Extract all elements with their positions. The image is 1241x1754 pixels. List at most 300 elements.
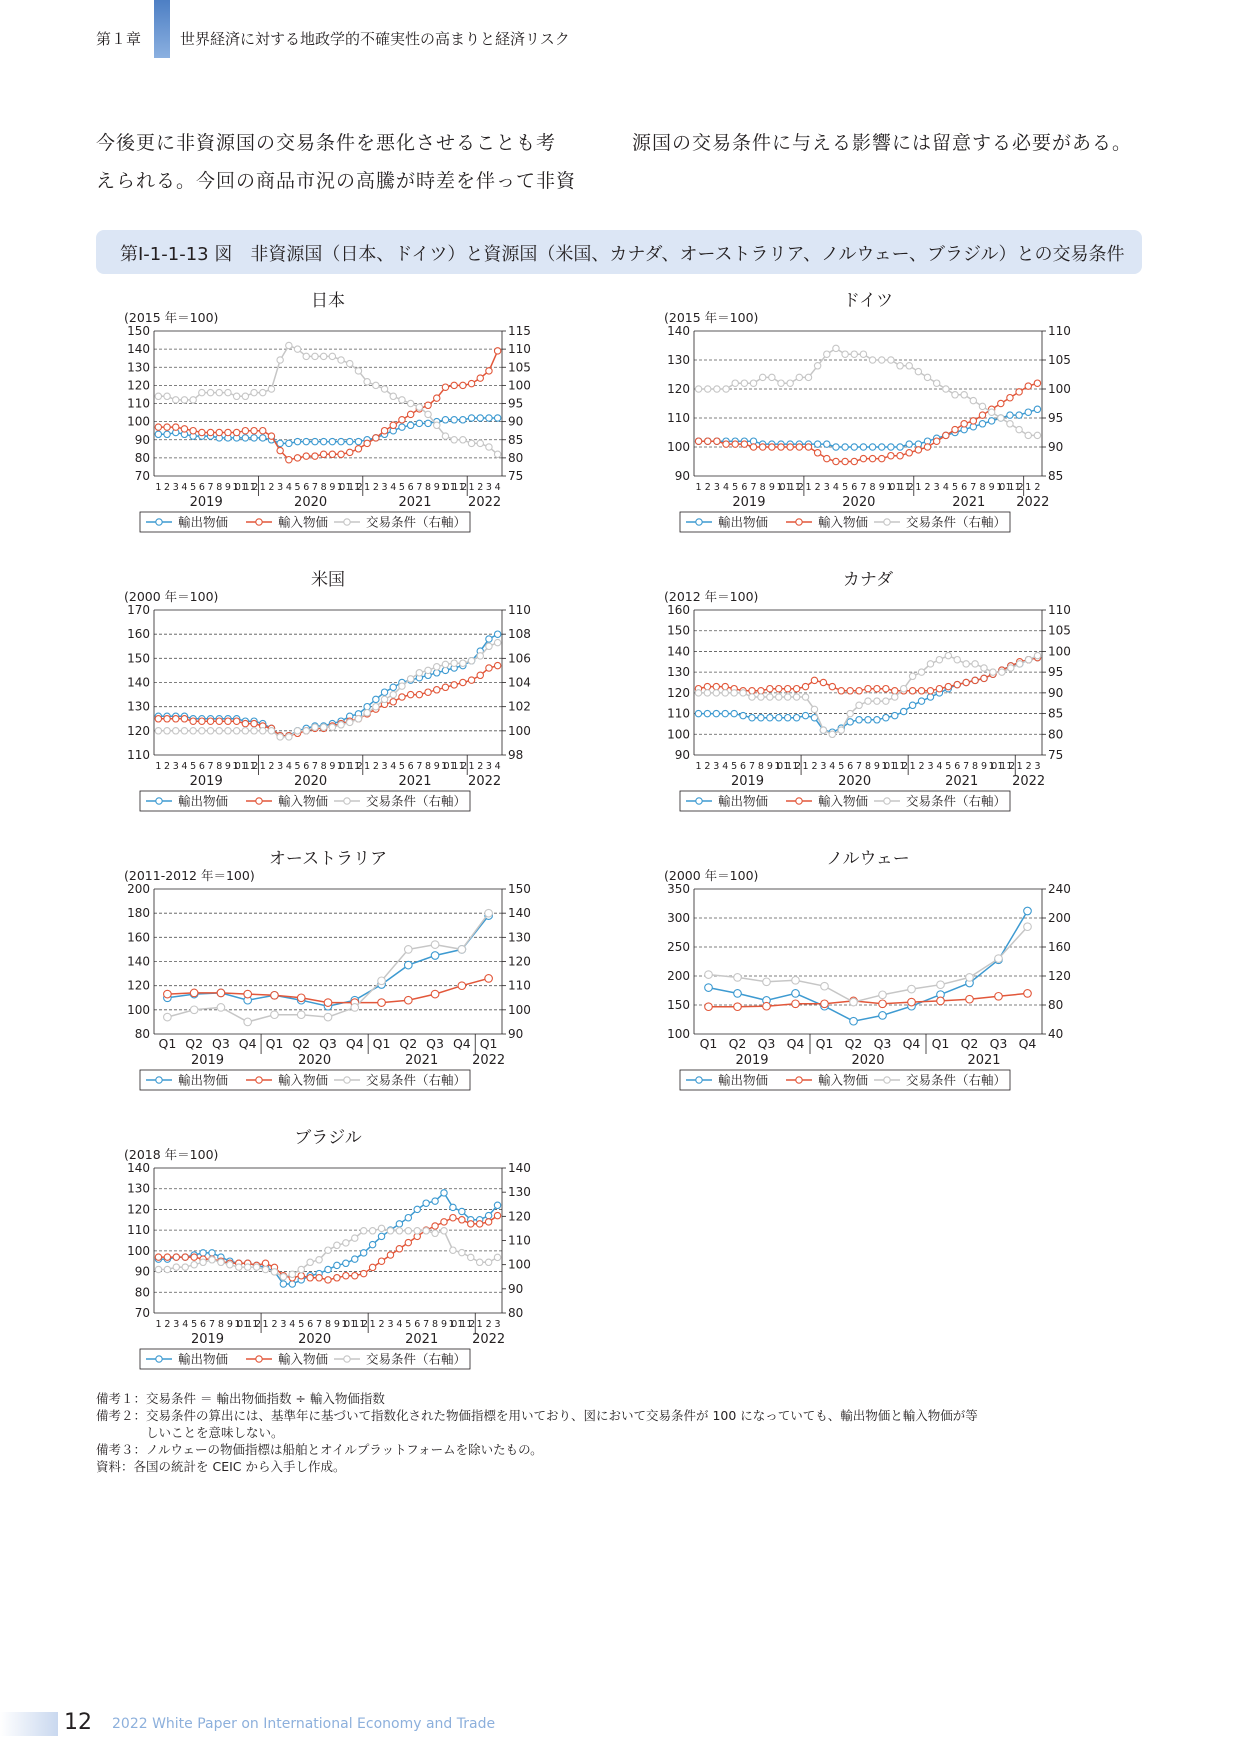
y2-tick-label: 105 [1048, 353, 1071, 367]
data-point [190, 1006, 198, 1014]
data-point [829, 731, 835, 737]
data-point [842, 444, 848, 450]
x-tick-label: 3 [485, 761, 492, 772]
data-point [396, 1246, 402, 1252]
data-point [883, 715, 889, 721]
data-point [373, 704, 379, 710]
data-point [316, 1275, 322, 1281]
data-point [486, 636, 492, 642]
y2-tick-label: 104 [508, 675, 531, 690]
data-point [407, 422, 413, 428]
x-year-label: 2022 [1012, 774, 1046, 789]
data-point [373, 382, 379, 388]
x-tick-label: Q1 [479, 1036, 498, 1051]
x-tick-label: 4 [289, 1319, 296, 1330]
data-point [988, 418, 994, 424]
data-point [924, 374, 930, 380]
data-point [486, 665, 492, 671]
data-point [695, 690, 701, 696]
legend-marker-tot [884, 519, 890, 525]
data-point [164, 1266, 170, 1272]
data-point [360, 1250, 366, 1256]
data-point [434, 664, 440, 670]
data-point [856, 702, 862, 708]
data-point [434, 422, 440, 428]
data-point [242, 720, 248, 726]
y2-tick-label: 110 [1048, 603, 1071, 617]
x-year-label: 2019 [735, 1053, 769, 1068]
y2-tick-label: 150 [508, 882, 531, 896]
x-tick-label: 5 [731, 761, 738, 772]
data-point [869, 455, 875, 461]
data-point [355, 438, 361, 444]
y2-tick-label: 40 [1048, 1027, 1064, 1041]
x-tick-label: 3 [927, 761, 934, 772]
legend-marker-export [156, 1077, 162, 1083]
data-point [294, 438, 300, 444]
x-tick-label: 1 [155, 482, 162, 493]
data-point [888, 444, 894, 450]
y2-tick-label: 100 [1048, 382, 1071, 396]
data-point [494, 451, 500, 457]
data-point [758, 688, 764, 694]
data-point [451, 382, 457, 388]
data-point [485, 909, 493, 917]
data-point [838, 727, 844, 733]
data-point [749, 694, 755, 700]
data-point [924, 444, 930, 450]
y-tick-label: 110 [127, 748, 150, 762]
data-point [191, 1254, 197, 1260]
chart-svg-brazil [120, 1123, 590, 1388]
data-point [856, 688, 862, 694]
data-point [874, 717, 880, 723]
data-point [225, 728, 231, 734]
x-tick-label: Q2 [292, 1036, 311, 1051]
chart-unit-label: (2018 年＝100) [124, 1147, 219, 1162]
data-point [705, 386, 711, 392]
data-point [432, 1223, 438, 1229]
x-tick-label: 11 [241, 761, 250, 772]
data-point [217, 1004, 225, 1012]
data-point [851, 351, 857, 357]
x-tick-label: 8 [216, 761, 223, 772]
y-tick-label: 90 [134, 432, 150, 447]
y-tick-label: 70 [134, 1306, 150, 1320]
data-point [329, 353, 335, 359]
data-point [713, 683, 719, 689]
y2-tick-label: 130 [508, 930, 531, 945]
data-point [242, 428, 248, 434]
data-point [485, 1219, 491, 1225]
x-year-label: 2021 [398, 774, 432, 789]
data-point [476, 1221, 482, 1227]
x-tick-label: 10 [996, 482, 1006, 493]
chart-legend [140, 791, 470, 811]
data-point [820, 727, 826, 733]
data-point [236, 1264, 242, 1270]
data-point [850, 1017, 858, 1025]
data-point [173, 424, 179, 430]
data-point [769, 374, 775, 380]
data-point [1025, 432, 1031, 438]
body-left-column [96, 124, 576, 200]
x-tick-label: 1 [805, 482, 812, 493]
data-point [369, 1264, 375, 1270]
data-point [307, 1275, 313, 1281]
x-tick-label: 10 [776, 482, 786, 493]
x-tick-label: Q1 [815, 1036, 834, 1051]
data-point [759, 374, 765, 380]
data-point [792, 977, 800, 985]
y2-tick-label: 110 [508, 978, 531, 993]
x-tick-label: 6 [407, 761, 414, 772]
data-point [723, 441, 729, 447]
data-point [390, 691, 396, 697]
data-point [936, 657, 942, 663]
data-point [879, 357, 885, 363]
data-point [860, 455, 866, 461]
data-point [242, 435, 248, 441]
data-point [1025, 657, 1031, 663]
data-point [347, 360, 353, 366]
legend-label-import: 輸入物価 [278, 1072, 329, 1088]
legend-marker-import [256, 1356, 262, 1362]
y2-tick-label: 100 [508, 723, 531, 738]
data-point [431, 990, 439, 998]
x-tick-label: Q4 [345, 1036, 364, 1051]
data-point [312, 724, 318, 730]
data-point [190, 728, 196, 734]
data-point [378, 1233, 384, 1239]
data-point [216, 429, 222, 435]
data-point [874, 686, 880, 692]
data-point [233, 728, 239, 734]
x-tick-label: 5 [398, 761, 405, 772]
chart-unit-label: (2000 年＝100) [664, 868, 759, 883]
x-tick-label: 9 [768, 482, 775, 493]
data-point [741, 380, 747, 386]
data-point [303, 353, 309, 359]
legend-marker-export [156, 519, 162, 525]
data-point [381, 386, 387, 392]
y-tick-label: 150 [127, 324, 150, 338]
data-point [906, 363, 912, 369]
chart-japan [120, 286, 590, 555]
data-point [286, 734, 292, 740]
data-point [695, 438, 701, 444]
x-tick-label: 4 [494, 761, 501, 772]
x-tick-label: 3 [381, 482, 388, 493]
x-tick-label: 12 [249, 761, 259, 772]
x-tick-label: 11 [783, 761, 793, 772]
data-point [199, 728, 205, 734]
x-tick-label: 1 [695, 761, 702, 772]
data-point [851, 458, 857, 464]
x-tick-label: 12 [458, 482, 468, 493]
data-point [860, 351, 866, 357]
chart-australia [120, 844, 590, 1113]
x-tick-label: 4 [494, 482, 501, 493]
x-tick-label: 6 [303, 761, 310, 772]
y-tick-label: 150 [667, 998, 690, 1012]
data-point [451, 437, 457, 443]
data-point [200, 1250, 206, 1256]
data-point [750, 444, 756, 450]
x-tick-label: 4 [181, 761, 188, 772]
data-point [954, 681, 960, 687]
x-tick-label: 7 [316, 1319, 323, 1330]
data-point [216, 718, 222, 724]
data-point [216, 389, 222, 395]
data-point [1016, 389, 1022, 395]
y-tick-label: 100 [667, 1027, 690, 1041]
legend-marker-export [156, 1356, 162, 1362]
data-point [814, 363, 820, 369]
x-tick-label: 2 [378, 1319, 385, 1330]
x-tick-label: 12 [1006, 761, 1016, 772]
x-year-label: 2021 [945, 774, 979, 789]
data-point [758, 715, 764, 721]
legend-label-export: 輸出物価 [718, 1072, 769, 1088]
data-point [897, 363, 903, 369]
data-point [442, 417, 448, 423]
data-point [432, 1198, 438, 1204]
data-point [972, 661, 978, 667]
data-point [883, 686, 889, 692]
x-tick-label: 8 [216, 482, 223, 493]
data-point [425, 689, 431, 695]
data-point [888, 357, 894, 363]
data-point [325, 1277, 331, 1283]
data-point [802, 683, 808, 689]
y2-tick-label: 85 [508, 432, 524, 447]
x-tick-label: 12 [249, 482, 259, 493]
y-tick-label: 140 [667, 324, 690, 338]
y-tick-label: 70 [134, 469, 150, 483]
data-point [458, 982, 466, 990]
x-tick-label: 12 [794, 482, 804, 493]
data-point [485, 975, 493, 983]
data-point [277, 447, 283, 453]
data-point [251, 435, 257, 441]
data-point [763, 978, 771, 986]
x-tick-label: 4 [285, 482, 292, 493]
data-point [793, 686, 799, 692]
data-point [459, 1208, 465, 1214]
body-line: 源国の交易条件に与える影響には留意する必要がある。 [632, 132, 1133, 154]
legend-label-tot: 交易条件（右軸） [906, 793, 1007, 809]
data-point [963, 661, 969, 667]
data-point [865, 686, 871, 692]
data-point [352, 1235, 358, 1241]
y-tick-label: 90 [134, 1264, 150, 1279]
legend-label-import: 輸入物価 [278, 1351, 329, 1367]
x-tick-label: 2 [1034, 482, 1041, 493]
data-point [814, 450, 820, 456]
data-point [847, 719, 853, 725]
x-tick-label: 5 [398, 482, 405, 493]
y2-tick-label: 85 [1048, 469, 1064, 483]
data-point [199, 718, 205, 724]
x-tick-label: 4 [396, 1319, 403, 1330]
x-tick-label: 7 [963, 761, 970, 772]
x-tick-label: 6 [200, 1319, 207, 1330]
data-point [225, 718, 231, 724]
data-point [915, 447, 921, 453]
data-point [262, 1266, 268, 1272]
data-point [200, 1259, 206, 1265]
data-point [414, 1228, 420, 1234]
data-point [450, 1215, 456, 1221]
data-point [268, 386, 274, 392]
data-point [260, 428, 266, 434]
x-tick-label: 1 [915, 482, 922, 493]
data-point [1025, 383, 1031, 389]
y2-tick-label: 80 [508, 1306, 524, 1320]
data-point [927, 688, 933, 694]
data-point [423, 1228, 429, 1234]
data-point [268, 728, 274, 734]
data-point [769, 444, 775, 450]
data-point [360, 1270, 366, 1276]
x-tick-label: 4 [390, 761, 397, 772]
data-point [155, 424, 161, 430]
data-point [286, 342, 292, 348]
data-point [897, 453, 903, 459]
data-point [312, 453, 318, 459]
data-point [360, 1228, 366, 1234]
x-tick-label: 9 [433, 761, 440, 772]
data-point [233, 718, 239, 724]
x-tick-label: 12 [1014, 482, 1024, 493]
y2-tick-label: 102 [508, 699, 531, 714]
y2-tick-label: 80 [1048, 727, 1064, 742]
data-point [364, 710, 370, 716]
data-point [416, 404, 422, 410]
data-point [199, 389, 205, 395]
data-point [883, 698, 889, 704]
data-point [280, 1274, 286, 1280]
data-point [190, 428, 196, 434]
data-point [731, 710, 737, 716]
data-point [190, 397, 196, 403]
x-tick-label: 1 [695, 482, 702, 493]
data-point [316, 1257, 322, 1263]
x-tick-label: 1 [802, 761, 809, 772]
data-point [164, 716, 170, 722]
data-point [713, 710, 719, 716]
chart-svg-norway [660, 844, 1130, 1109]
chart-legend [680, 1070, 1010, 1090]
data-point [155, 431, 161, 437]
data-point [732, 380, 738, 386]
data-point [485, 1212, 491, 1218]
y2-tick-label: 85 [1048, 706, 1064, 721]
data-point [943, 432, 949, 438]
x-tick-label: 2 [814, 482, 821, 493]
data-point [425, 420, 431, 426]
y2-tick-label: 160 [1048, 940, 1071, 954]
data-point [802, 694, 808, 700]
data-point [722, 710, 728, 716]
y-tick-label: 150 [127, 651, 150, 666]
data-point [364, 379, 370, 385]
data-point [338, 722, 344, 728]
x-year-label: 2020 [842, 495, 876, 510]
data-point [405, 961, 413, 969]
legend-marker-export [156, 798, 162, 804]
data-point [927, 694, 933, 700]
data-point [390, 684, 396, 690]
data-point [155, 716, 161, 722]
data-point [821, 1000, 829, 1008]
legend-marker-export [696, 798, 702, 804]
x-tick-label: 10 [232, 761, 241, 772]
data-point [303, 728, 309, 734]
data-point [900, 686, 906, 692]
chart-svg-japan [120, 286, 590, 551]
data-point [927, 661, 933, 667]
x-tick-label: 2 [164, 761, 171, 772]
x-year-label: 2019 [189, 495, 223, 510]
data-point [320, 451, 326, 457]
x-tick-label: Q3 [426, 1036, 444, 1051]
chart-svg-germany [660, 286, 1130, 551]
x-year-label: 2019 [730, 774, 765, 789]
chart-title: 米国 [311, 570, 345, 590]
legend-label-export: 輸出物価 [718, 514, 769, 530]
data-point [325, 1266, 331, 1272]
x-tick-label: 5 [190, 761, 197, 772]
data-point [271, 992, 279, 1000]
data-point [722, 690, 728, 696]
data-point [1034, 406, 1040, 412]
data-point [731, 690, 737, 696]
legend-marker-import [796, 798, 802, 804]
data-point [833, 345, 839, 351]
y-tick-label: 140 [127, 954, 150, 969]
data-point [961, 421, 967, 427]
legend-label-export: 輸出物価 [178, 1072, 229, 1088]
y-tick-label: 170 [127, 603, 150, 617]
x-tick-label: 10 [336, 482, 346, 493]
data-point [164, 431, 170, 437]
data-point [486, 444, 492, 450]
data-point [793, 694, 799, 700]
data-point [824, 441, 830, 447]
x-tick-label: 2 [164, 1319, 171, 1330]
y-tick-label: 200 [667, 969, 690, 983]
x-tick-label: Q1 [931, 1036, 950, 1051]
data-point [416, 691, 422, 697]
x-tick-label: 6 [847, 761, 854, 772]
x-tick-label: 8 [869, 482, 876, 493]
x-tick-label: 5 [405, 1319, 412, 1330]
y-tick-label: 110 [667, 411, 690, 425]
data-point [405, 946, 413, 954]
x-tick-label: 2 [477, 482, 484, 493]
x-tick-label: 12 [792, 761, 801, 772]
data-point [952, 426, 958, 432]
data-point [1034, 652, 1040, 658]
chart-unit-label: (2011-2012 年＝100) [124, 868, 255, 883]
data-point [355, 716, 361, 722]
chart-svg-us [120, 565, 590, 830]
x-tick-label: 2 [271, 1319, 278, 1330]
data-point [945, 652, 951, 658]
data-point [216, 728, 222, 734]
